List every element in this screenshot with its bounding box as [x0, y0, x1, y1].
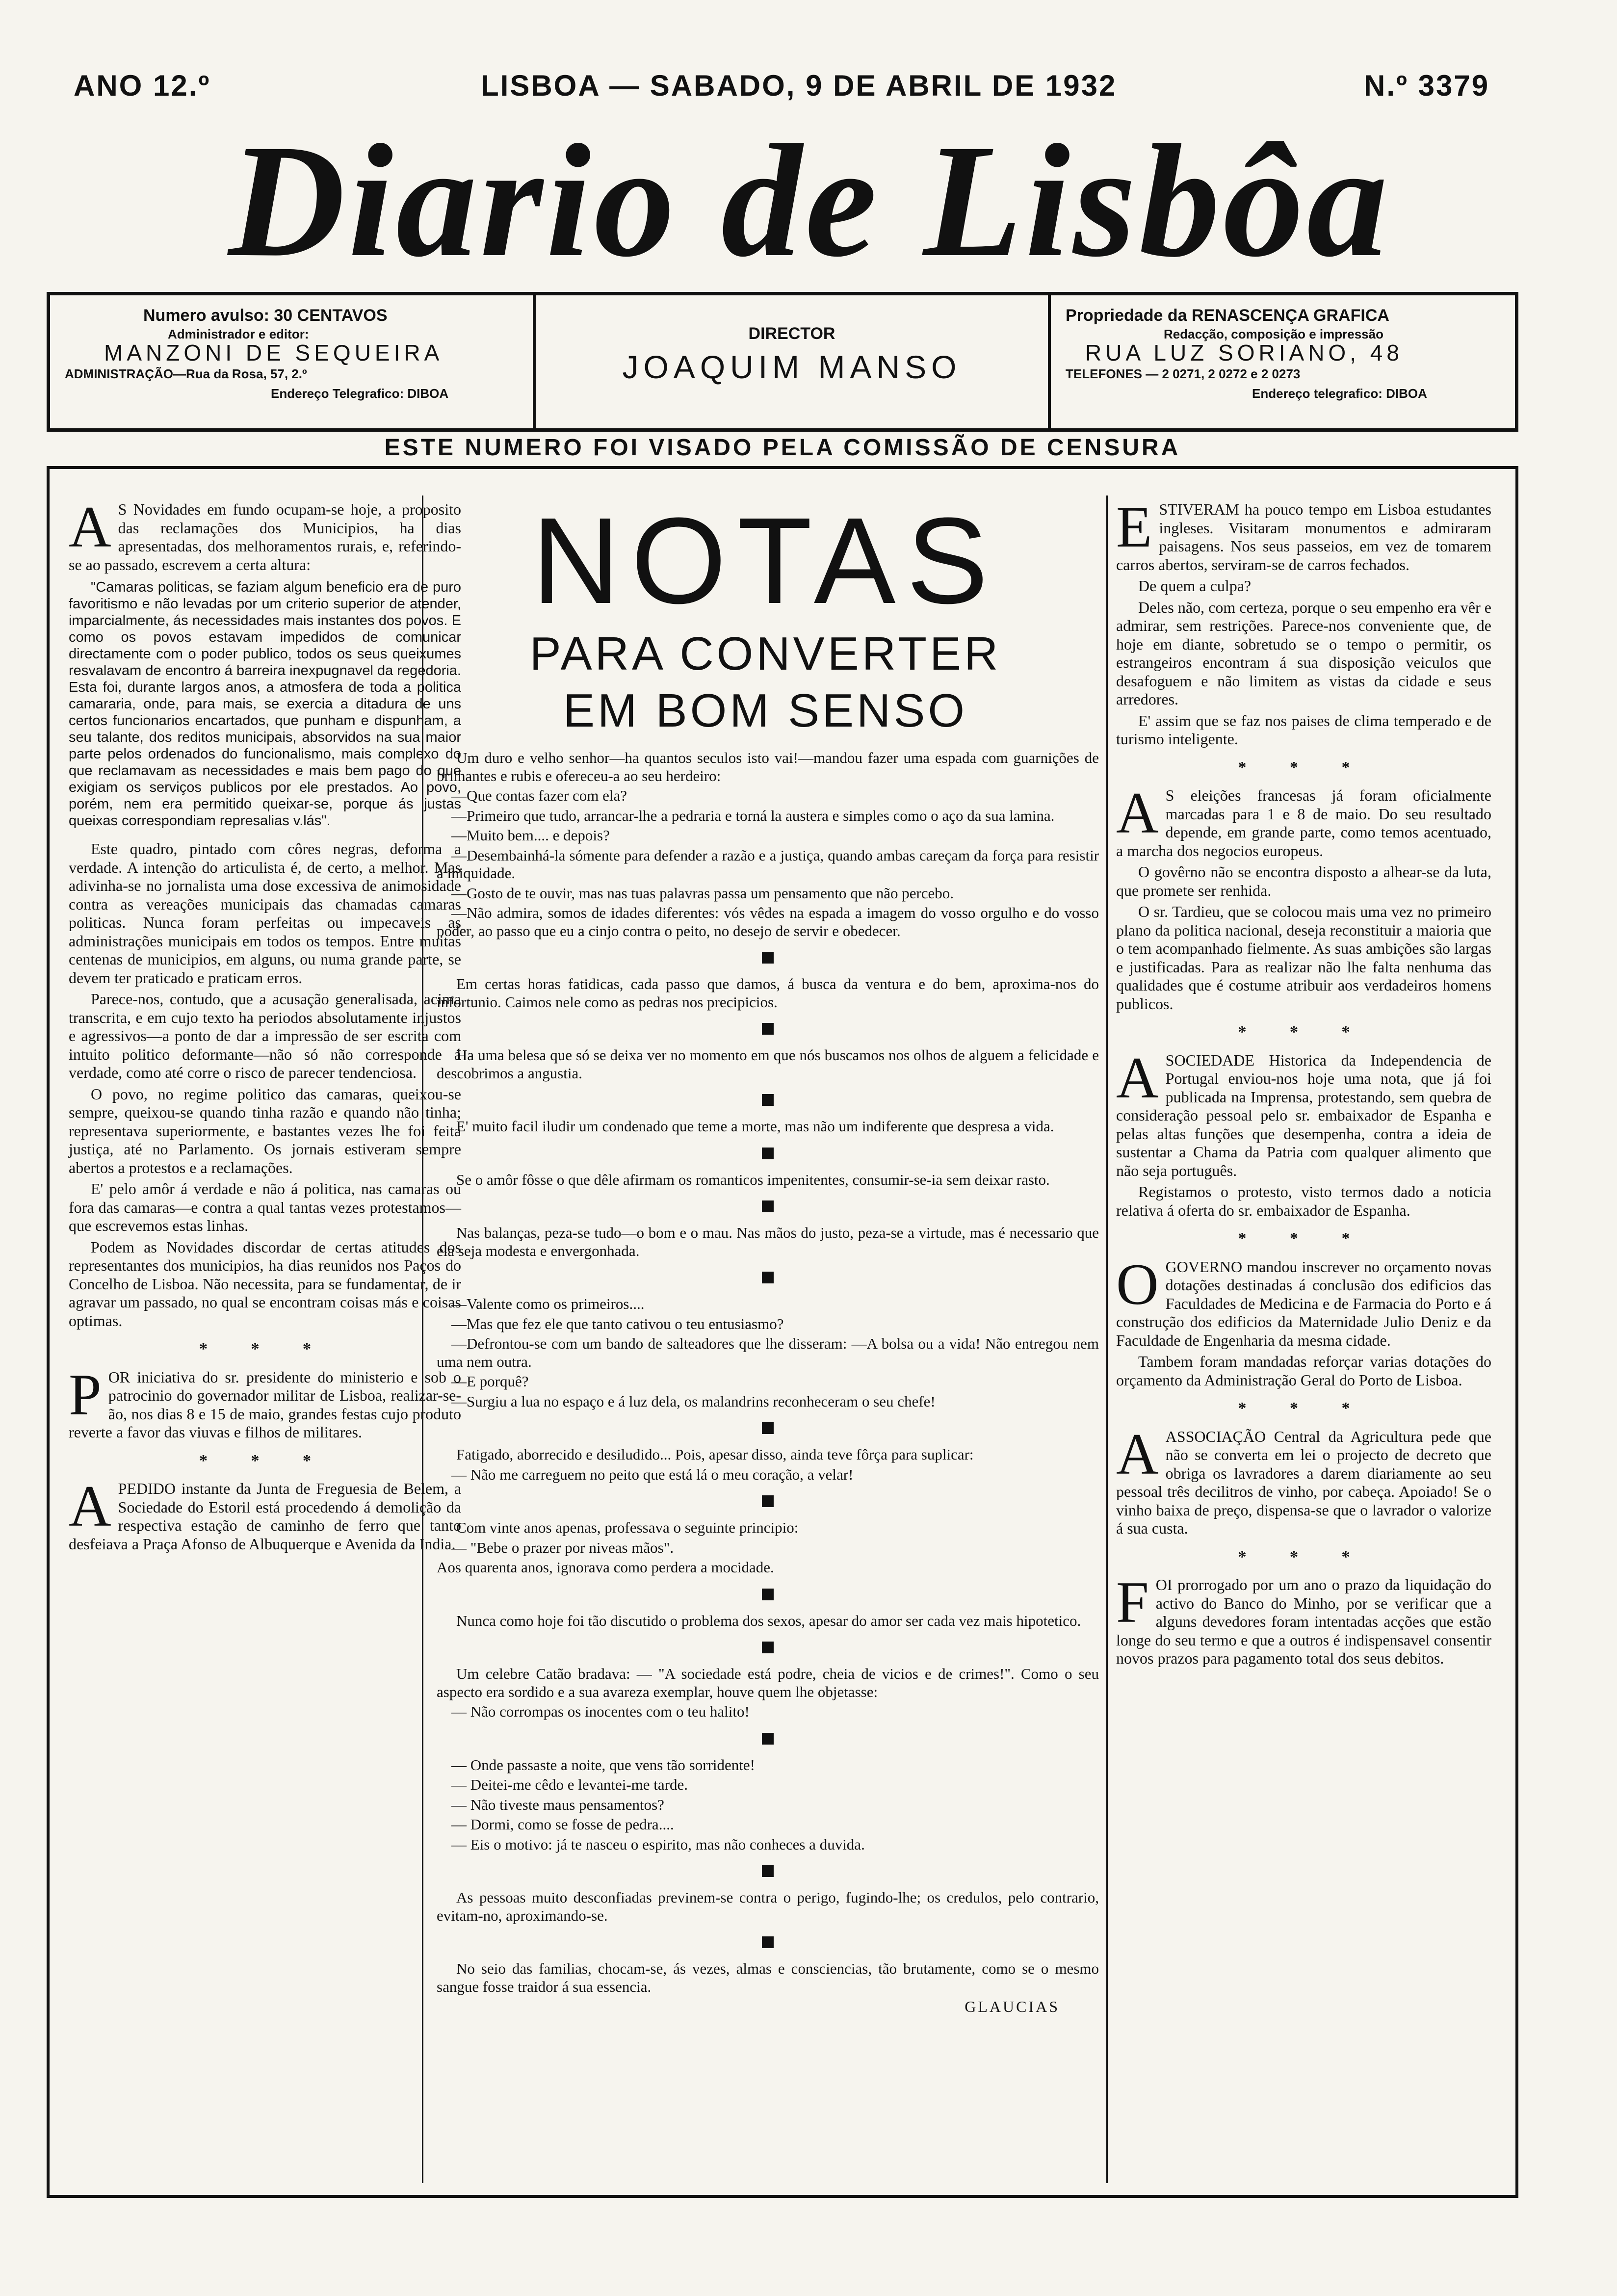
dialogue-line: — Dormi, como se fosse de pedra....	[451, 1816, 674, 1833]
paragraph: STIVERAM ha pouco tempo em Lisboa estudantes ingleses. Visitaram monumentos e admiraram paisagens. Nos seus passeios, em vez de tomarem carros abertos, serviram-se de carros fechados.	[1116, 500, 1491, 574]
year-label: ANO 12.º	[74, 69, 211, 102]
article-novidades	[69, 494, 461, 574]
paragraph: Podem as Novidades discordar de certas atitudes dos representantes dos municipios, ha dias reunidos nos Paços do Concelho de Lisboa. Não necessita, para se fundamentar, de ir agravar um passado, no qual se encontram coisas más e coisas optimas.	[69, 1238, 461, 1330]
paragraph: Com vinte anos apenas, professava o seguinte principio:	[456, 1519, 799, 1536]
paragraph: No seio das familias, chocam-se, ás vezes, almas e consciencias, tão brutamente, como se o mesmo sangue fosse traidor á sua essencia.	[437, 1960, 1099, 1995]
square-separator	[762, 1495, 774, 1507]
paragraph: E' assim que se faz nos paises de clima temperado e de turismo inteligente.	[1116, 711, 1491, 748]
dialogue-line: —Mas que fez ele que tanto cativou o teu entusiasmo?	[451, 1315, 784, 1332]
drop-cap: A	[1116, 780, 1159, 845]
paragraph: Parece-nos, contudo, que a acusação generalisada, acima transcrita, e em cujo texto ha periodos absolutamente injustos e agressivos—a ponto de dar a impressão de ser escrita com intuito politico deformante—não só não corresponde á verdade, como até corre o risco de parecer tendenciosa.	[69, 990, 461, 1081]
editor-label: Administrador e editor:	[168, 327, 309, 341]
square-separator	[762, 1023, 774, 1035]
dialogue-line: —Não admira, somos de idades diferentes: vós vêdes na espada a imagem do vosso orgulho e do vosso poder, ao passo que eu a cinjo contra o peito, no desejo de servir e obedecer.	[437, 904, 1099, 939]
paragraph: E' muito facil iludir um condenado que teme a morte, mas não um indiferente que despresa a vida.	[456, 1118, 1054, 1135]
square-separator	[762, 1272, 774, 1283]
director-name: JOAQUIM MANSO	[622, 349, 962, 385]
left-column	[69, 494, 461, 1556]
paragraph: E' pelo amôr á verdade e não á politica, nas camaras ou fora das camaras—e contra a qual tantas vezes protestamos—que escrevemos estas linhas.	[69, 1180, 461, 1234]
paragraph: De quem a culpa?	[1138, 577, 1252, 595]
square-separator	[762, 1642, 774, 1653]
square-separator	[762, 1094, 774, 1106]
press-line: Redacção, composição e impressão	[1164, 327, 1383, 341]
square-separator	[762, 1865, 774, 1877]
feature-subtitle-1: PARA CONVERTER	[529, 627, 1001, 680]
feature-subtitle-2: EM BOM SENSO	[563, 684, 968, 737]
paragraph: O povo, no regime politico das camaras, queixou-se sempre, queixou-se quando tinha razão e quando não tinha; representava superiormente, e bastantes vezes lhe foi feita justiça, até no Parlamento. Os jornais estiveram sempre abertos a protestos e a reclamações.	[69, 1085, 461, 1176]
paragraph: S Novidades em fundo ocupam-se hoje, a proposito das reclamações dos Municipios, ha dias apresentadas, dos melhoramentos rurais, e, referindo-se ao passado, escrevem a certa altura:	[69, 500, 461, 574]
center-column	[432, 492, 1099, 2016]
editor-name: MANZONI DE SEQUEIRA	[104, 340, 443, 365]
info-box	[47, 292, 1518, 432]
dialogue-line: —Primeiro que tudo, arrancar-lhe a pedraria e torná la austera e simples como o aço da sua lamina.	[451, 807, 1055, 824]
paragraph: Registamos o protesto, visto termos dado a noticia relativa á oferta do sr. embaixador de Espanha.	[1116, 1183, 1491, 1219]
top-row	[69, 69, 1490, 103]
paragraph: S eleições francesas já foram oficialmente marcadas para 1 e 8 de maio. Do seu resultado depende, em grande parte, como temos acentuado, a marcha dos negocios europeus.	[1116, 786, 1491, 860]
dialogue-line: —Gosto de te ouvir, mas nas tuas palavras passa um pensamento que não percebo.	[451, 884, 954, 902]
section-separator: * * *	[1238, 758, 1370, 777]
paragraph: Deles não, com certeza, porque o seu empenho era vêr e admirar, sem restrições. Parece-nos conveniente que, de hoje em diante, sobretudo se o tempo o permitir, os estrangeiros encontram á sua disposição veiculos que desafoguem e não limitem as vistas da cidade e seus arredores.	[1116, 598, 1491, 708]
quotation: "Camaras politicas, se faziam algum beneficio era de puro favoritismo e não levadas por um criterio superior de atender, imparcialmente, ás necessidades mais instantes dos povos. E como os povos estavam impedidos de comunicar directamente com o poder publico, todos os seus queixumes resvalavam de encontro á barreira inexpugnavel da regedoria. Esta foi, durante largos anos, a atmosfera de toda a politica camararia, onde, para mais, se exercia a ditadura de uns certos funcionarios encartados, que punham e dispunham, a seu talante, dos reditos municipais, absorvidos na sua maior parte pelos ordenados do funcionalismo, mais complexo do que reclamavam as necessidades e mais bem pago do que exigiam os serviços publicos por ele prestados. Ao povo, porém, nem era permitido queixar-se, porque ás justas queixas correspondiam represalias v.lás".	[69, 579, 461, 829]
drop-cap: E	[1116, 494, 1152, 559]
dateline: LISBOA — SABADO, 9 DE ABRIL DE 1932	[481, 69, 1117, 102]
dialogue-line: — Deitei-me cêdo e levantei-me tarde.	[451, 1776, 688, 1793]
censorship-notice: ESTE NUMERO FOI VISADO PELA COMISSÃO DE CENSURA	[384, 435, 1181, 461]
section-separator: * * *	[199, 1340, 331, 1358]
square-separator	[762, 952, 774, 964]
section-separator: * * *	[1238, 1023, 1370, 1041]
telegraph-address-left: Endereço Telegrafico: DIBOA	[271, 386, 449, 401]
section-separator: * * *	[1238, 1229, 1370, 1248]
phone-numbers: TELEFONES — 2 0271, 2 0272 e 2 0273	[1066, 366, 1301, 381]
paragraph: Fatigado, aborrecido e desiludido... Pois, apesar disso, ainda teve fôrça para suplicar:	[456, 1446, 974, 1463]
dialogue-line: — Onde passaste a noite, que vens tão sorridente!	[451, 1756, 755, 1774]
drop-cap: P	[69, 1361, 102, 1427]
feature-body	[432, 749, 1099, 2016]
paragraph: Aos quarenta anos, ignorava como perdera a mocidade.	[437, 1559, 774, 1576]
paragraph: ASSOCIAÇÃO Central da Agricultura pede que não se converta em lei o projecto de decreto que obriga os lavradores a darem diariamente ao seu pessoal três decilitros de vinho, por cabeça. Apoiado! Se o vinho baixa de preço, dispensa-se que o lavrador o valorize á sua custa.	[1116, 1427, 1491, 1537]
paragraph: Ha uma belesa que só se deixa ver no momento em que nós buscamos nos olhos de alguem a felicidade e descobrimos a angustia.	[437, 1046, 1099, 1082]
section-separator: * * *	[1238, 1547, 1370, 1566]
dialogue-line: — Não me carreguem no peito que está lá o meu coração, a velar!	[451, 1465, 854, 1483]
dialogue-line: —E porquê?	[451, 1373, 529, 1390]
column-divider	[1106, 496, 1108, 2183]
paragraph: Nunca como hoje foi tão discutido o problema dos sexos, apesar do amor ser cada vez mais hipotetico.	[456, 1612, 1081, 1629]
info-right	[1051, 295, 1515, 428]
street-address: RUA LUZ SORIANO, 48	[1085, 340, 1403, 365]
square-separator	[762, 1148, 774, 1159]
square-separator	[762, 1936, 774, 1948]
paragraph: Um duro e velho senhor—ha quantos seculos isto vai!—mandou fazer uma espada com guarnições de brilhantes e rubis e ofereceu-a ao seu herdeiro:	[437, 749, 1099, 784]
paragraph: Este quadro, pintado com côres negras, deforma a verdade. A intenção do articulista é, de certo, a melhor. Mas adivinha-se no jornalista uma dose excessiva de animosidade contra as vereações municipais das chamadas camaras politicas. Nunca foram perfeitas ou impecaveis as administrações municipais em todos os tempos. Entre muitas centenas de municipios, em alguns, ou numa grande parte, se devem ter praticado e praticam erros.	[69, 840, 461, 987]
paragraph: Tambem foram mandadas reforçar varias dotações do orçamento da Administração Geral do Porto de Lisboa.	[1116, 1353, 1491, 1389]
dialogue-line: —Muito bem.... e depois?	[451, 827, 610, 844]
article-sociedade-historica	[1116, 1044, 1491, 1180]
drop-cap: A	[1116, 1044, 1159, 1110]
director-label: DIRECTOR	[748, 324, 835, 343]
paragraph: Se o amôr fôsse o que dêle afirmam os romanticos impenitentes, consumir-se-ia sem deixar rasto.	[456, 1171, 1050, 1188]
drop-cap: A	[69, 1473, 111, 1539]
article-festas	[69, 1361, 461, 1442]
square-separator	[762, 1589, 774, 1600]
dialogue-line: — "Bebe o prazer por niveas mãos".	[451, 1539, 674, 1556]
ownership-line: Propriedade da RENASCENÇA GRAFICA	[1066, 306, 1389, 325]
paragraph: Um celebre Catão bradava: — "A sociedade está podre, cheia de vicios e de crimes!". Como o seu aspecto era sordido e a sua avareza exemplar, houve quem lhe objetasse:	[437, 1665, 1099, 1700]
dialogue-line: —Desembainhá-la sómente para defender a razão e a justiça, quando ambas careçam da força para resistir a iniquidade.	[437, 846, 1099, 882]
dialogue-line: — Não tiveste maus pensamentos?	[451, 1796, 664, 1813]
article-banco-minho	[1116, 1569, 1491, 1668]
paragraph: OI prorrogado por um ano o prazo da liquidação do activo do Banco do Minho, por se verificar que a alguns devedores foram intentadas acções que estão longe do seu termo e que a outros é indispensavel consentir novos prazos para pagamento total dos seus debitos.	[1116, 1576, 1491, 1667]
dialogue-line: — Não corrompas os inocentes com o teu halito!	[451, 1703, 750, 1720]
paragraph: Em certas horas fatidicas, cada passo que damos, á busca da ventura e do bem, aproxima-nos do infortunio. Caimos nele como as pedras nos precipicios.	[437, 975, 1099, 1011]
telegraph-address-right: Endereço telegrafico: DIBOA	[1252, 386, 1427, 401]
drop-cap: A	[69, 494, 111, 559]
price-line: Numero avulso: 30 CENTAVOS	[143, 306, 388, 325]
feature-title: NOTAS	[531, 492, 999, 629]
paragraph: Nas balanças, peza-se tudo—o bom e o mau. Nas mãos do justo, peza-se a virtude, mas é necessario que ela seja modesta e envergonhada.	[437, 1224, 1099, 1259]
drop-cap: A	[1116, 1421, 1159, 1487]
paragraph: O govêrno não se encontra disposto a alhear-se da luta, que promete ser renhida.	[1116, 863, 1491, 899]
paragraph: OR iniciativa do sr. presidente do ministerio e sob o patrocinio do governador militar de Lisboa, realizar-se-ão, nos dias 8 e 15 de maio, grandes festas cujo produto reverte a favor das viuvas e filhos de militares.	[69, 1368, 461, 1441]
paragraph: SOCIEDADE Historica da Independencia de Portugal enviou-nos hoje uma nota, que já foi publicada na Imprensa, protestando, sem quebra de consideração pessoal pelo sr. embaixador de Espanha e pelas altas funções que desempenha, contra a ideia de sustentar a Chama da Patria com qualquer alimento que não seja português.	[1116, 1051, 1491, 1179]
paragraph: O sr. Tardieu, que se colocou mais uma vez no primeiro plano da politica nacional, deseja reconstituir a maioria que o tem acompanhado fielmente. As suas ambições são largas e justificadas. Para as realizar não lhe falta nenhuma das qualidades que é costume atribuir aos verdadeiros homens publicos.	[1116, 903, 1491, 1013]
paragraph: GOVERNO mandou inscrever no orçamento novas dotações destinadas á conclusão dos edificios das Faculdades de Medicina e de Farmacia do Porto e á construção dos edificios da Maternidade Julio Deniz e da Faculdade de Engenharia da mesma cidade.	[1116, 1257, 1491, 1349]
info-director	[536, 295, 1051, 428]
article-eleicoes	[1116, 780, 1491, 860]
square-separator	[762, 1733, 774, 1745]
info-left	[50, 295, 536, 428]
newspaper-title: Diario de Lisbôa	[228, 111, 1391, 290]
dialogue-line: —Surgiu a lua no espaço e á luz dela, os malandrins reconheceram o seu chefe!	[451, 1392, 936, 1410]
drop-cap: F	[1116, 1569, 1149, 1635]
section-separator: * * *	[1238, 1399, 1370, 1417]
issue-number: N.º 3379	[1364, 69, 1490, 102]
article-agricultura	[1116, 1421, 1491, 1538]
paragraph: PEDIDO instante da Junta de Freguesia de Belem, a Sociedade do Estoril está procedendo á demolição da respectiva estação de caminho de ferro que tanto desfeiava a Praça Afonso de Albuquerque e Avenida da India.	[69, 1480, 461, 1553]
square-separator	[762, 1200, 774, 1212]
dialogue-line: —Defrontou-se com um bando de salteadores que lhe disseram: —A bolsa ou a vida! Não entregou nem uma nem outra.	[437, 1335, 1099, 1370]
square-separator	[762, 1422, 774, 1434]
section-separator: * * *	[199, 1451, 331, 1470]
article-estudantes	[1116, 494, 1491, 574]
article-estoril	[69, 1473, 461, 1553]
right-column	[1116, 494, 1491, 1671]
dialogue-line: — Eis o motivo: já te nasceu o espirito, mas não conheces a duvida.	[451, 1835, 865, 1853]
dialogue-line: —Que contas fazer com ela?	[451, 787, 627, 804]
dialogue-line: —Valente como os primeiros....	[451, 1295, 645, 1312]
author-signature: GLAUCIAS	[965, 1998, 1060, 2015]
article-governo	[1116, 1251, 1491, 1350]
drop-cap: O	[1116, 1251, 1159, 1317]
paragraph: As pessoas muito desconfiadas previnem-se contra o perigo, fugindo-lhe; os credulos, pelo contrario, evitam-no, aproximando-se.	[437, 1889, 1099, 1924]
admin-address: ADMINISTRAÇÃO—Rua da Rosa, 57, 2.º	[65, 366, 307, 381]
